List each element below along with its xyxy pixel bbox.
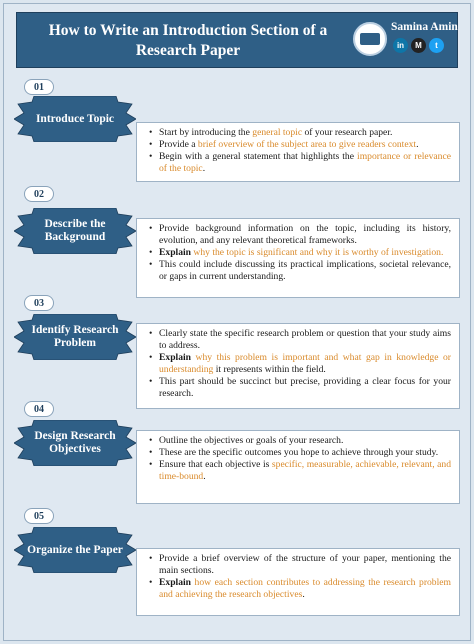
body-text: Provide a [159,139,198,150]
highlighted-text: importance or relevance of the topic [159,151,451,174]
body-text: . [302,589,305,600]
bullet-item [149,139,451,151]
header-banner [16,12,458,68]
bullet-item [149,447,451,459]
bullet-item [149,223,451,247]
body-text: . [416,139,419,150]
step-title: Introduce Topic [35,112,115,125]
bullet-item [149,553,451,577]
twitter-icon[interactable]: t [429,38,444,53]
body-text: . [203,471,206,482]
step-badge [14,314,136,360]
highlighted-text: general topic [252,127,303,138]
social-links [393,38,444,53]
body-text: These are the specific outcomes you hope to achieve through your study. [159,447,439,458]
bullet-item [149,247,451,259]
step-content-box [136,548,460,616]
step-content-box [136,430,460,504]
step-title: Identify Research Problem [31,324,119,349]
step-number: 01 [24,79,54,95]
body-text: Start by introducing the [159,127,253,138]
bold-text: Explain [159,577,191,588]
bullet-list [149,435,451,483]
step-title: Design Research Objectives [34,430,116,455]
author-logo [353,22,387,56]
bullet-item [149,459,451,483]
body-text: Outline the objectives or goals of your research. [159,435,344,446]
highlighted-text: how each section contributes to addressing the research problem and achieving the research objectives [159,577,451,600]
author-box [349,13,457,69]
body-text: Provide background information on the topic, including its history, evolution, and any relevant theoretical frameworks. [159,223,451,246]
bold-text: Explain [159,352,191,363]
bullet-item [149,376,451,400]
body-text: Begin with a general statement that highlights the [159,151,358,162]
step-badge [14,96,136,142]
step-number: 04 [24,401,54,417]
bold-text: Explain [159,247,191,258]
bullet-item [149,352,451,376]
bullet-list [149,328,451,400]
body-text: . [202,163,206,174]
bullet-item [149,151,451,175]
step-number: 02 [24,186,54,202]
step-title: Describe the Background [44,218,106,243]
bullet-item [149,127,451,139]
step-content-box [136,218,460,298]
step-number: 05 [24,508,54,524]
step-badge [14,420,136,466]
highlighted-text: why this problem is important and what gap in knowledge or understanding [159,352,451,375]
page-title: How to Write an Introduction Section of a Research Paper [48,22,328,59]
body-text: Provide a brief overview of the structure of your paper, mentioning the main sections. [159,553,451,576]
step-content-box [136,323,460,409]
body-text: This could include discussing its practical implications, societal relevance, or gaps in current understanding. [159,259,451,282]
step-number: 03 [24,295,54,311]
highlighted-text: why the topic is significant and why it is worthy of investigation. [191,247,444,258]
bullet-list [149,553,451,601]
body-text: This part should be succinct but precise, providing a clear focus for your research. [159,376,451,399]
bullet-list [149,127,451,175]
body-text: Ensure that each objective is [159,459,272,470]
body-text: it represents within the field. [213,364,326,375]
bullet-item [149,435,451,447]
highlighted-text: brief overview of the subject area to give readers context [197,139,417,150]
bullet-list [149,223,451,283]
step-badge [14,208,136,254]
body-text: of your research paper. [302,127,393,138]
author-name: Samina Amin [391,21,458,33]
highlighted-text: specific, measurable, achievable, relevant, and time-bound [159,459,451,482]
step-content-box [136,122,460,182]
step-title: Organize the Paper [27,543,123,556]
body-text: Clearly state the specific research problem or question that your study aims to address. [159,328,451,351]
linkedin-icon[interactable]: in [393,38,408,53]
medium-icon[interactable]: M [411,38,426,53]
step-badge [14,527,136,573]
bullet-item [149,577,451,601]
bullet-item [149,328,451,352]
bullet-item [149,259,451,283]
